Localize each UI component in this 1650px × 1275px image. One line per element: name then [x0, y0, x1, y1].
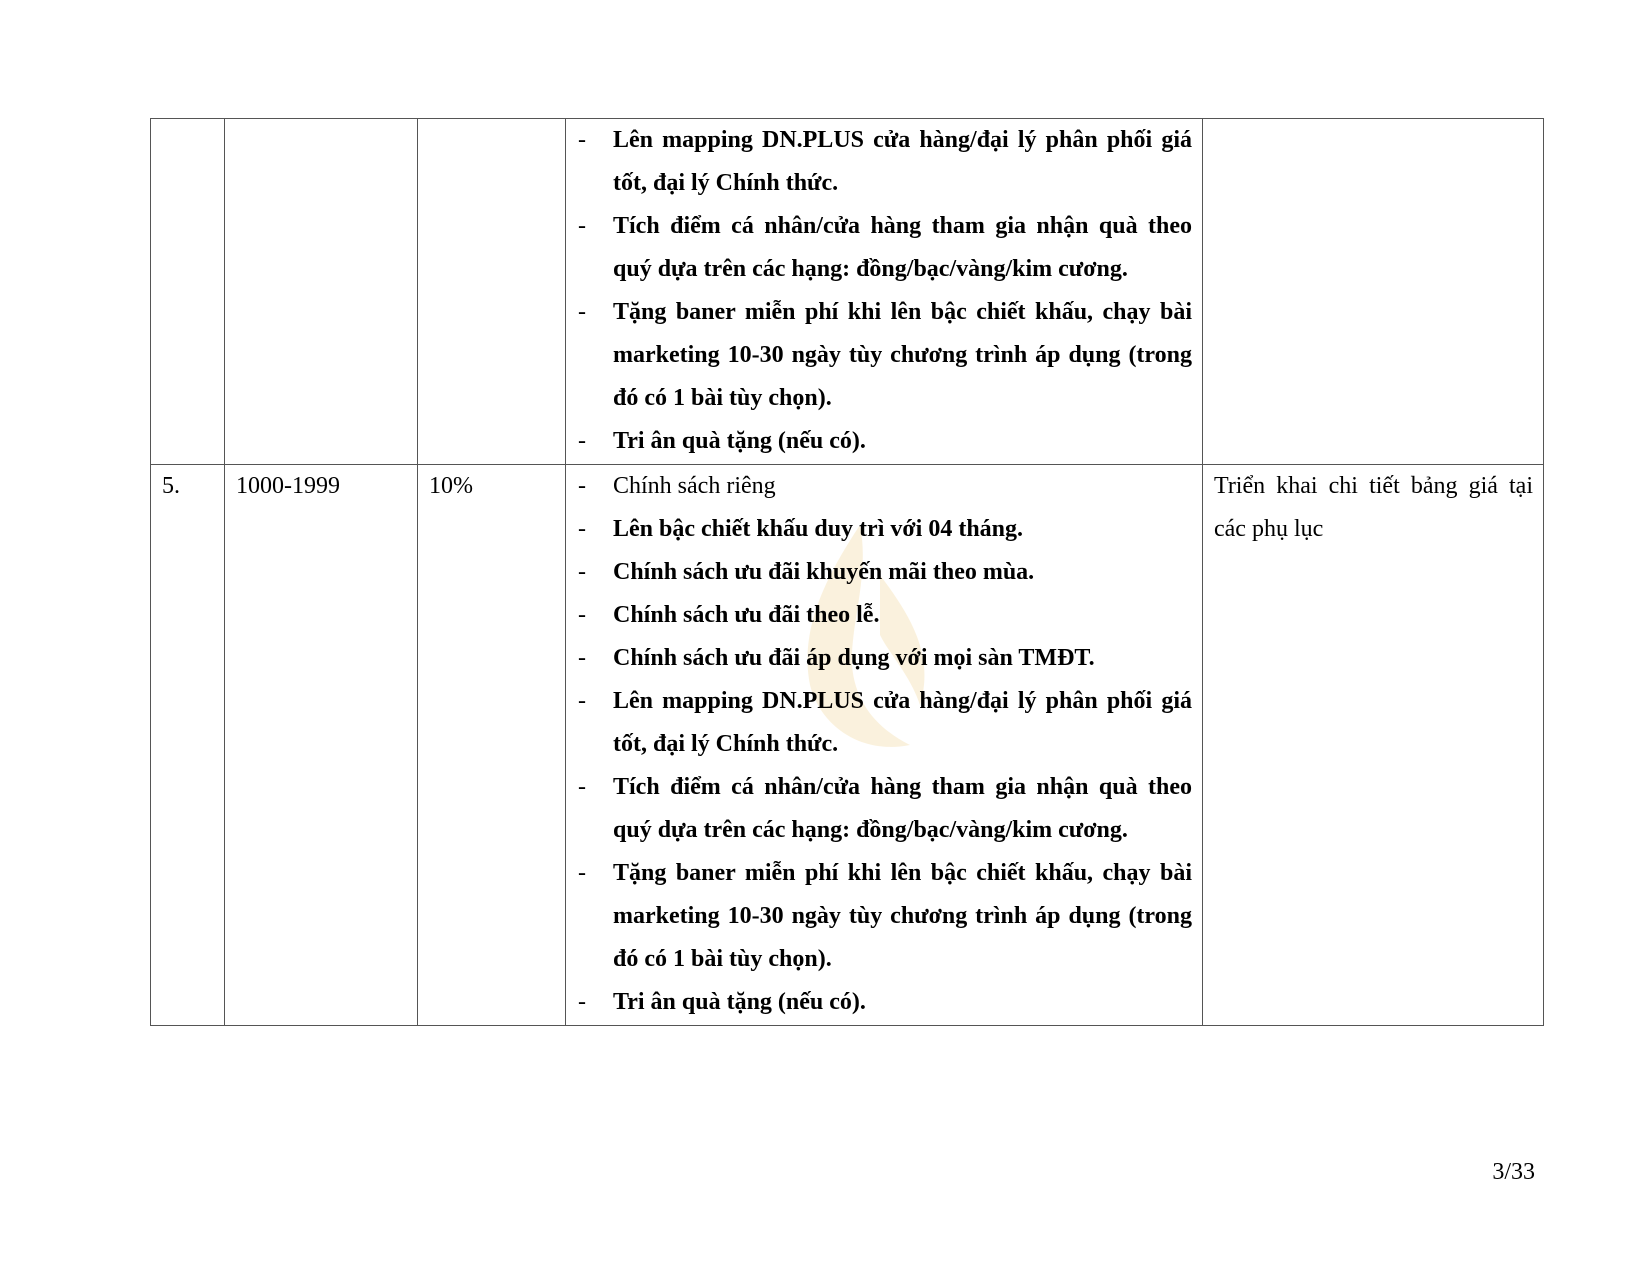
policy-list-item — [578, 508, 1192, 551]
policy-cell — [566, 465, 1203, 1026]
bullet-dash: - — [578, 299, 586, 325]
policy-list-item — [578, 551, 1192, 594]
discount-cell — [418, 119, 566, 465]
bullet-dash: - — [578, 516, 586, 542]
policy-item-text: Lên mapping DN.PLUS cửa hàng/đại lý phân phối giá tốt, đại lý Chính thức. — [613, 688, 1192, 757]
policy-list-item — [578, 291, 1192, 420]
policy-list-item — [578, 119, 1192, 205]
policy-list — [566, 465, 1202, 1024]
stt-cell: 5. — [151, 465, 225, 1026]
policy-list-item — [578, 637, 1192, 680]
policy-list-item — [578, 852, 1192, 981]
stt-cell — [151, 119, 225, 465]
bullet-dash: - — [578, 989, 586, 1015]
notes-cell — [1203, 119, 1544, 465]
table-row — [151, 119, 1544, 465]
bullet-dash: - — [578, 127, 586, 153]
notes-cell: Triển khai chi tiết bảng giá tại các phụ lục — [1203, 465, 1544, 1026]
policy-item-text: Tặng baner miễn phí khi lên bậc chiết khấu, chạy bài marketing 10-30 ngày tùy chương trình áp dụng (trong đó có 1 bài tùy chọn). — [613, 860, 1192, 972]
policy-list-item — [578, 981, 1192, 1024]
policy-list-item — [578, 594, 1192, 637]
policy-list-item — [578, 680, 1192, 766]
policy-table-body — [151, 119, 1544, 1026]
policy-item-text: Tặng baner miễn phí khi lên bậc chiết khấu, chạy bài marketing 10-30 ngày tùy chương trình áp dụng (trong đó có 1 bài tùy chọn). — [613, 299, 1192, 411]
bullet-dash: - — [578, 213, 586, 239]
policy-item-text: Tích điểm cá nhân/cửa hàng tham gia nhận quà theo quý dựa trên các hạng: đồng/bạc/vàng/kim cương. — [613, 774, 1192, 843]
page-number: 3/33 — [1492, 1159, 1535, 1185]
policy-item-text: Tri ân quà tặng (nếu có). — [613, 428, 866, 454]
bullet-dash: - — [578, 645, 586, 671]
policy-item-text: Chính sách ưu đãi khuyến mãi theo mùa. — [613, 559, 1035, 585]
bullet-dash: - — [578, 473, 586, 499]
bullet-dash: - — [578, 428, 586, 454]
policy-cell — [566, 119, 1203, 465]
range-cell — [225, 119, 418, 465]
policy-item-text: Chính sách ưu đãi áp dụng với mọi sàn TMĐT. — [613, 645, 1095, 671]
policy-item-text: Tri ân quà tặng (nếu có). — [613, 989, 866, 1015]
policy-item-text: Lên mapping DN.PLUS cửa hàng/đại lý phân phối giá tốt, đại lý Chính thức. — [613, 127, 1192, 196]
policy-table — [150, 118, 1544, 1026]
policy-list-item — [578, 420, 1192, 463]
policy-item-text: Chính sách ưu đãi theo lễ. — [613, 602, 880, 628]
bullet-dash: - — [578, 688, 586, 714]
policy-item-text: Tích điểm cá nhân/cửa hàng tham gia nhận quà theo quý dựa trên các hạng: đồng/bạc/vàng/kim cương. — [613, 213, 1192, 282]
bullet-dash: - — [578, 774, 586, 800]
discount-cell: 10% — [418, 465, 566, 1026]
bullet-dash: - — [578, 860, 586, 886]
policy-list-item — [578, 766, 1192, 852]
policy-item-text: Lên bậc chiết khấu duy trì với 04 tháng. — [613, 516, 1024, 542]
policy-list-item — [578, 205, 1192, 291]
policy-list — [566, 119, 1202, 463]
range-cell: 1000-1999 — [225, 465, 418, 1026]
bullet-dash: - — [578, 559, 586, 585]
policy-list-item — [578, 465, 1192, 508]
table-row — [151, 465, 1544, 1026]
policy-item-text: Chính sách riêng — [613, 473, 776, 499]
bullet-dash: - — [578, 602, 586, 628]
